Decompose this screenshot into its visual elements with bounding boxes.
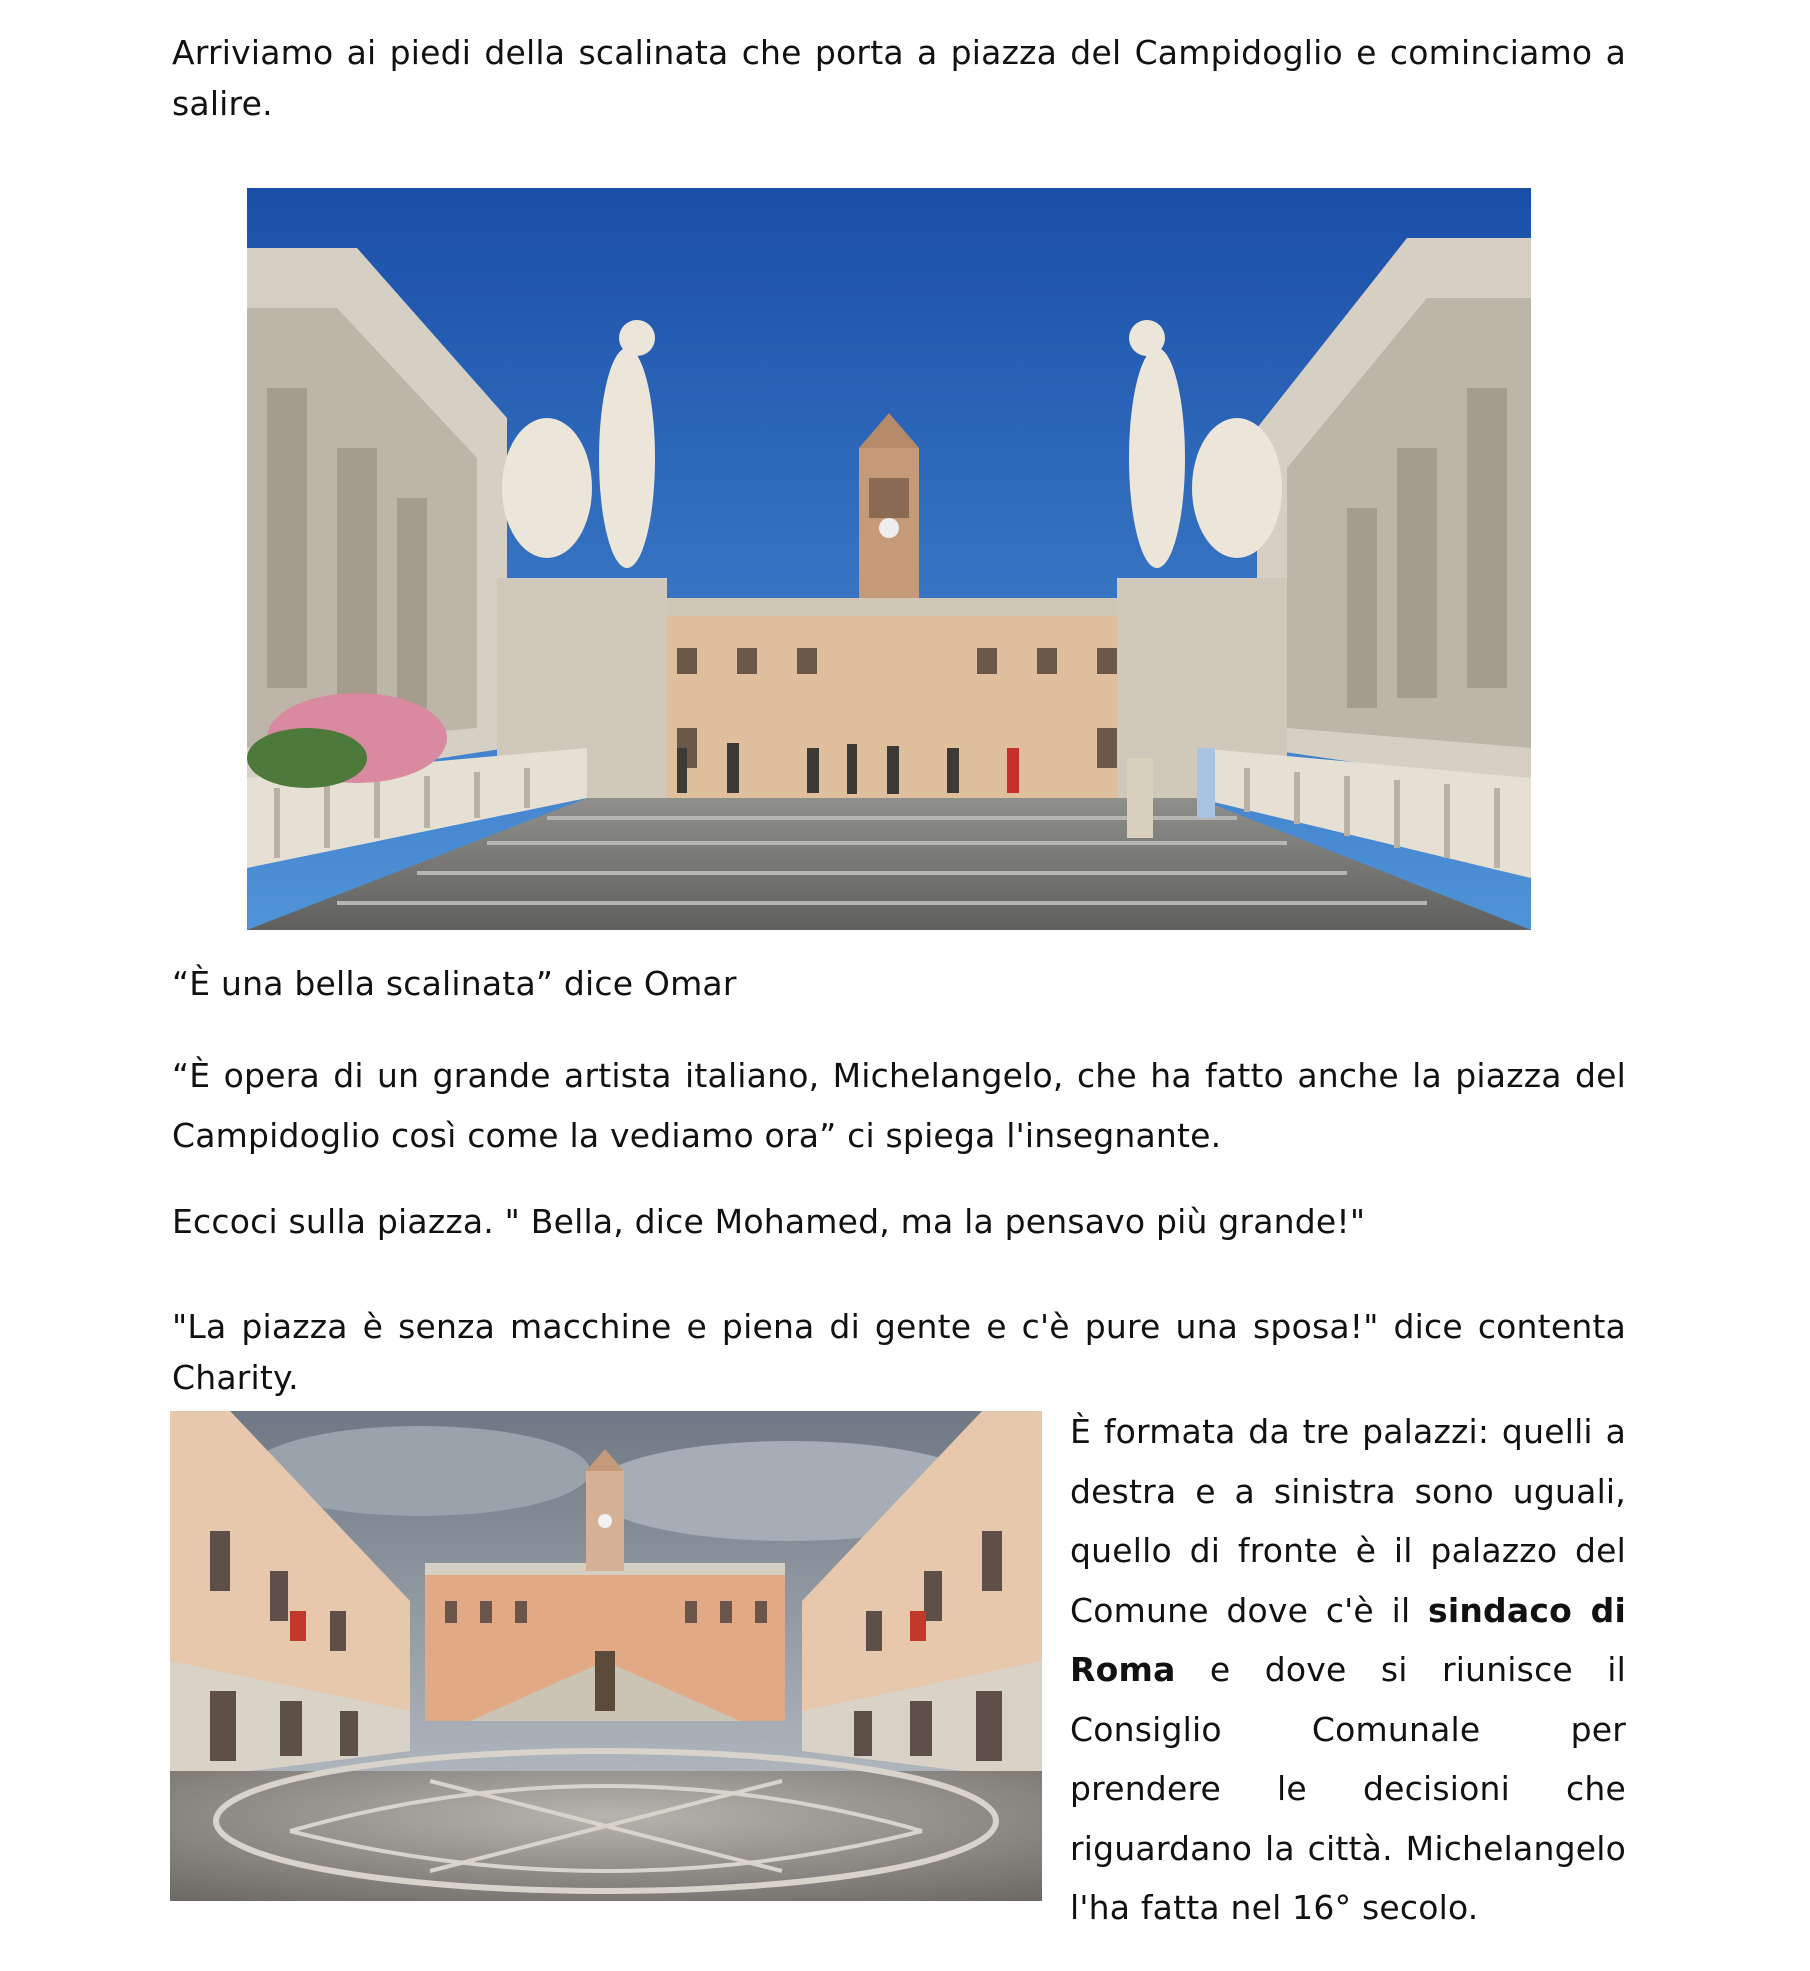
paragraph-mohamed: Eccoci sulla piazza. " Bella, dice Mohamed, ma la pensavo più grande!" — [172, 1202, 1366, 1241]
stairs-photo — [247, 188, 1531, 930]
paragraph-intro: Arriviamo ai piedi della scalinata che porta a piazza del Campidoglio e cominciamo a salire. — [172, 33, 1626, 123]
stairs-photo-illustration — [247, 188, 1531, 930]
paragraph-palazzi-text: È formata da tre palazzi: quelli a destra e a sinistra sono uguali, quello di fronte è il palazzo del Comune dove c'è il — [1070, 1412, 1626, 1630]
square-photo-illustration — [170, 1411, 1042, 1901]
paragraph-palazzi-text-end: e dove si riunisce il Consiglio Comunale per prendere le decisioni che riguardano la città. Michelangelo l'ha fatta nel 16° secolo. — [1070, 1650, 1626, 1927]
paragraph-omar: “È una bella scalinata” dice Omar — [172, 964, 737, 1003]
paragraph-michelangelo: “È opera di un grande artista italiano, Michelangelo, che ha fatto anche la piazza del Campidoglio così come la vediamo ora” ci spiega l'insegnante. — [172, 1056, 1626, 1155]
paragraph-palazzi — [1070, 1402, 1626, 1938]
highlight-sindaco: sindaco di Roma — [1070, 1590, 1626, 1689]
square-photo — [170, 1411, 1042, 1901]
paragraph-charity: "La piazza è senza macchine e piena di gente e c'è pure una sposa!" dice contenta Charity. — [172, 1307, 1626, 1397]
